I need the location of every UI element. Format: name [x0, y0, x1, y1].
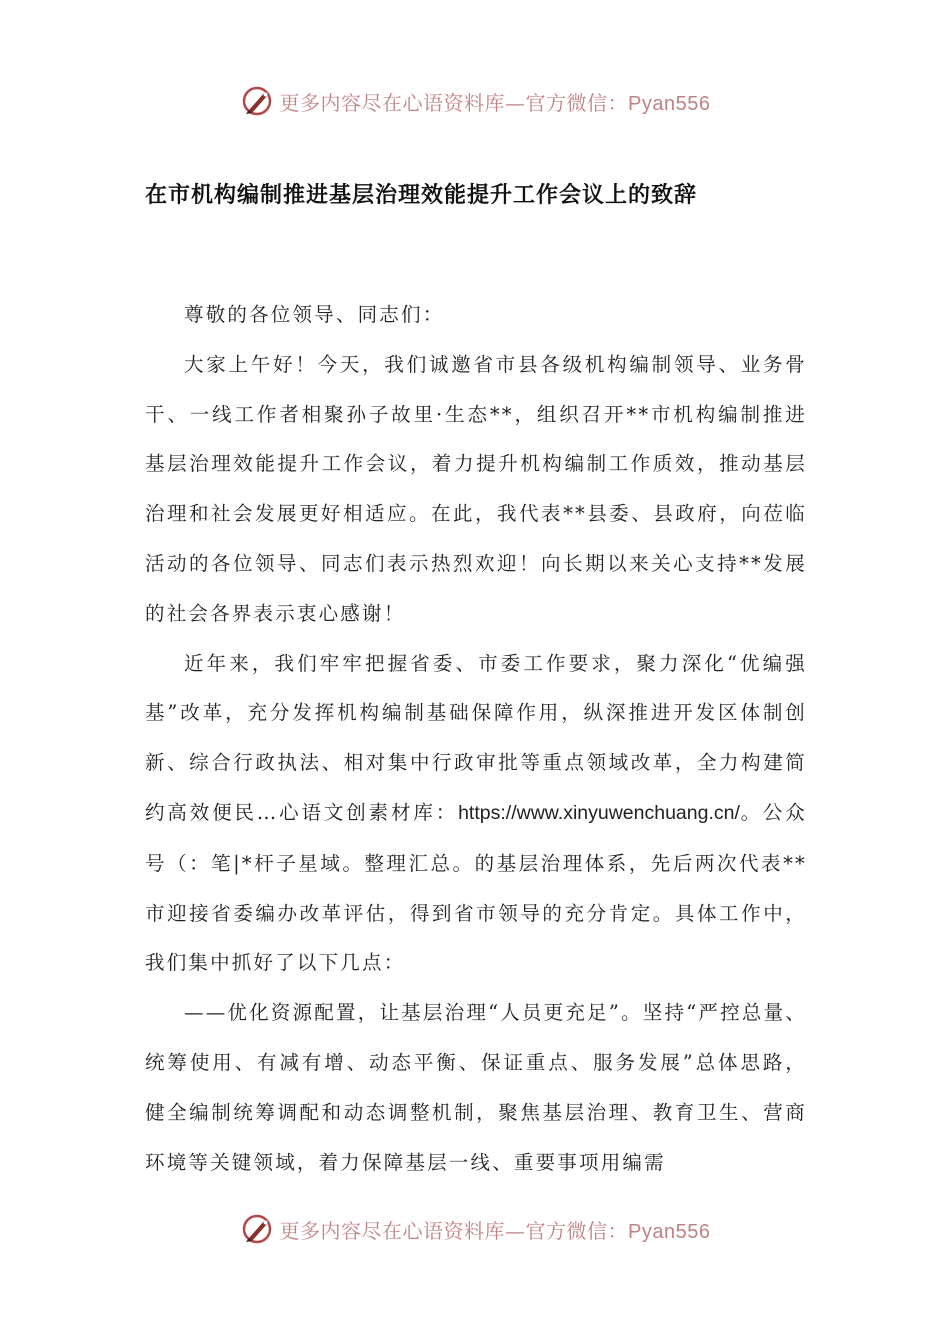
wechat-id: Pyan556 — [628, 92, 711, 115]
paragraph-2 — [145, 639, 807, 989]
banner-text — [280, 1215, 711, 1244]
wechat-id: Pyan556 — [628, 1220, 711, 1243]
banner-caption: 更多内容尽在心语资料库—官方微信： — [279, 1218, 629, 1243]
salutation: 尊敬的各位领导、同志们： — [184, 303, 445, 326]
paragraph-3: ——优化资源配置，让基层治理“人员更充足”。坚持“严控总量、统筹使用、有减有增、动态平衡、保证重点、服务发展”总体思路，健全编制统筹调配和动态调整机制，聚焦基层治理、教育卫生、营商环境等关键领域，着力保障基层一线、重要事项用编需 — [145, 1001, 807, 1174]
paragraph-2-text-a: 近年来，我们牢牢把握省委、市委工作要求，聚力深化“优编强基”改革，充分发挥机构编制基础保障作用，纵深推进开发区体制创新、综合行政执法、相对集中行政审批等重点领域改革，全力构建简约高效便民…心语文创素材库： — [145, 651, 807, 824]
banner-caption: 更多内容尽在心语资料库—官方微信： — [279, 90, 629, 115]
footer-banner — [0, 1204, 950, 1254]
banner-text — [280, 87, 711, 116]
paragraph-1: 大家上午好！今天，我们诚邀省市县各级机构编制领导、业务骨干、一线工作者相聚孙子故里·生态**，组织召开**市机构编制推进基层治理效能提升工作会议，着力提升机构编制工作质效，推动基层治理和社会发展更好相适应。在此，我代表**县委、县政府，向莅临活动的各位领导、同志们表示热烈欢迎！向长期以来关心支持**发展的社会各界表示衷心感谢！ — [145, 352, 807, 625]
paragraph-2-text-b: 。公众号（：笔|*杆子星域。整理汇总。的基层治理体系，先后两次代表**市迎接省委编办改革评估，得到省市领导的充分肯定。具体工作中，我们集中抓好了以下几点： — [145, 800, 807, 975]
document-body — [145, 290, 807, 1187]
pen-logo-icon — [240, 84, 274, 118]
document-title: 在市机构编制推进基层治理效能提升工作会议上的致辞 — [145, 182, 698, 208]
header-banner — [0, 76, 950, 126]
website-link[interactable]: https://www.xinyuwenchuang.cn/ — [458, 801, 740, 824]
pen-logo-icon — [240, 1212, 274, 1246]
